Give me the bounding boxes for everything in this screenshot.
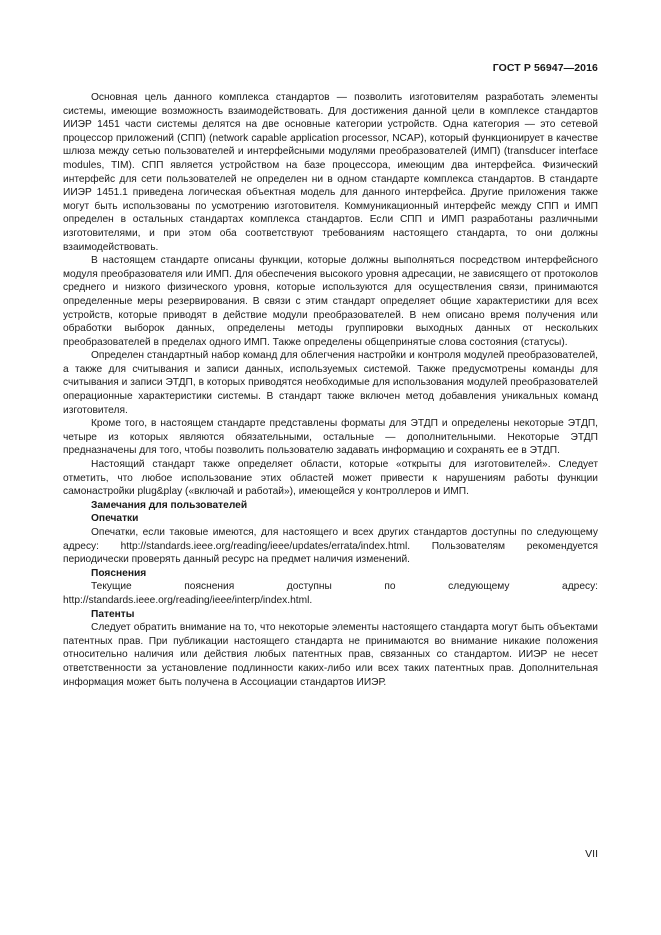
paragraph-commands: Определен стандартный набор команд для облегчения настройки и контроля модулей преобразователей, а также для считывания и записи данных, используемых системой. Также предусмотрены команды для считывания и записи ЭТДП, в которых приводятся необходимые для использования модулей преобразователей операционные характеристики системы. В стандарт также включен метод добавления уникальных команд изготовителя. bbox=[63, 350, 598, 416]
paragraph-teds-formats: Кроме того, в настоящем стандарте представлены форматы для ЭТДП и определены некоторые ЭТДП, четыре из которых являются обязательными, остальные — дополнительными. Некоторые ЭТДП предназначены для того, чтобы позволить пользователю задавать информацию и сохранять ее в ЭТДП. bbox=[63, 418, 598, 457]
paragraph-functions: В настоящем стандарте описаны функции, которые должны выполняться посредством интерфейсного модуля преобразователя или ИМП. Для обеспечения высокого уровня адресации, не зависящего от протоколов среднего и низкого физического уровня, которые используются для осуществления связи, принимаются определенные меры резервирования. В связи с этим стандарт определяет общие характеристики для всех устройств, которые приводят в действие модули преобразователей. В нем описано время получения или обработки выборок данных, определены методы группировки выходных данных от нескольких преобразователей в пределах одного ИМП. Также определены общепринятые слова состояния (статусы). bbox=[63, 255, 598, 348]
paragraph-vendor-areas: Настоящий стандарт также определяет области, которые «открыты для изготовителей». Следует отметить, что любое использование этих областей может привести к нарушениям работы функции самонастройки plug&play («включай и работай»), имеющейся у контроллеров и ИМП. bbox=[63, 459, 598, 498]
interpretations-heading: Пояснения bbox=[91, 567, 147, 579]
standard-header: ГОСТ Р 56947—2016 bbox=[492, 62, 598, 74]
errata-heading: Опечатки bbox=[91, 513, 139, 525]
patents-heading: Патенты bbox=[91, 608, 135, 620]
notes-heading: Замечания для пользователей bbox=[91, 499, 248, 511]
paragraph-purpose: Основная цель данного комплекса стандартов — позволить изготовителям разработать элементы системы, имеющие возможность взаимодействовать. Для достижения данной цели в комплексе стандартов ИИЭР 1451 части системы делятся на две основные категории устройств. Одна категория — это сетевой процессор приложений (СПП) (network capable application processor, NCAP), который функционирует в качестве шлюза между сетью пользователей и интерфейсными модулями преобразователей (ИМП) (transducer interface modules, TIM). СПП является устройством на базе процессора, имеющим два интерфейса. Физический интерфейс для сети пользователей не определен ни в одном стандарте комплекса стандартов. В стандарте ИИЭР 1451.1 приведена логическая объектная модель для данного интерфейса. Другие приложения также могут быть использованы по усмотрению изготовителя. Коммуникационный интерфейс между СПП и ИМП определен в остальных стандартах комплекса стандартов. Если СПП и ИМП разработаны различными изготовителями, и при этом оба соответствуют требованиям настоящего стандарта, то они должны взаимодействовать. bbox=[63, 92, 598, 253]
document-body bbox=[63, 91, 598, 689]
page-number: VII bbox=[585, 848, 598, 860]
interpretations-paragraph: Текущие пояснения доступны по следующему адресу: http://standards.ieee.org/reading/ieee/interp/index.html. bbox=[63, 581, 598, 606]
errata-paragraph: Опечатки, если таковые имеются, для настоящего и всех других стандартов доступны по следующему адресу: http://standards.ieee.org/reading/ieee/updates/errata/index.html. Пользователям рекомендуется периодически проверять данный ресурс на предмет наличия изменений. bbox=[63, 527, 598, 566]
patents-paragraph: Следует обратить внимание на то, что некоторые элементы настоящего стандарта могут быть объектами патентных прав. При публикации настоящего стандарта не принимаются во внимание никакие положения относительно наличия или действия любых патентных прав, связанных со стандартом. ИИЭР не несет ответственности за установление подлинности каких-либо или всех таких патентных прав. Дополнительная информация может быть получена в Ассоциации стандартов ИИЭР. bbox=[63, 622, 598, 688]
